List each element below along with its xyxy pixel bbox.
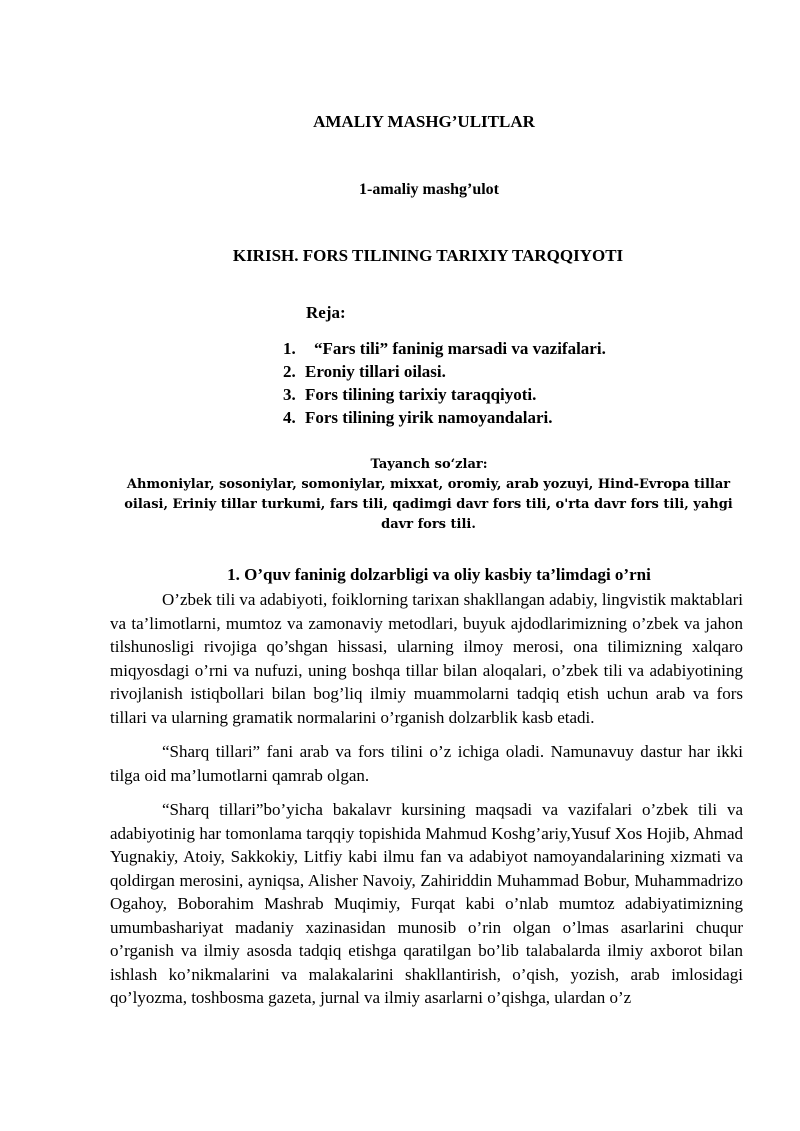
section-body — [110, 588, 743, 1021]
session-title: 1-amaliy mashg’ulot — [359, 181, 499, 198]
keywords-label: Tayanch so‘zlar: — [370, 457, 488, 472]
topic-title: KIRISH. FORS TILINING TARIXIY TARQQIYOTI — [232, 246, 624, 265]
plan-list — [283, 337, 606, 429]
plan-item-number: 3. — [283, 385, 296, 404]
plan-item — [283, 406, 606, 429]
plan-item-text: Fors tilining tarixiy taraqqiyoti. — [305, 385, 537, 404]
plan-item-number: 4. — [283, 408, 296, 427]
plan-item — [283, 360, 606, 383]
body-paragraph: “Sharq tillari”bo’yicha bakalavr kursining maqsadi va vazifalari o’zbek tili va adabiyotinig har tomonlama tarqqiy topishida Mahmud Koshg’ariy,Yusuf Xos Hojib, Ahmad Yugnakiy, Atoiy, Sakkokiy, Litfiy kabi ilmu fan va adabiyot namoyandalarining xizmati va qoldirgan merosini, ayniqsa, Alisher Navoiy, Zahiriddin Muhammad Bobur, Muhammadrizo Ogahoy, Boborahim Mashrab Muqimiy, Furqat kabi o’nlab mumtoz adabiyatimizning umumbashariyat madaniy xazinasidan munosib o’rin olgan o’lmas asarlarini chuqur o’rganish va ilmiy asosda tadqiq etishga qaratilgan bo’lib talabalarda ilmiy axborot bilan ishlash ko’nikmalarini va malakalarini shakllantirish, o’qish, yozish, arab imlosidagi qo’lyozma, toshbosma gazeta, jurnal va ilmiy asarlarni o’qishga, ulardan o’z — [110, 800, 743, 1007]
body-paragraph: O’zbek tili va adabiyoti, foiklorning tarixan shakllangan adabiy, lingvistik maktablari va ta’limotlarni, mumtoz va zamonaviy metodlari, buyuk ajdodlarimizning o’zbek va jahon tilshunosligi rivojiga qo’shgan hissasi, ularning ilmoy merosi, ona tilimizning xalqaro miqyosdagi o’rni va nufuzi, uning boshqa tillar bilan aloqalari, o’zbek tili va adabiyotining rivojlanish istiqbollari bilan bog’liq ilmiy muammolarni tadqiq etish uchun arab va fors tillari va ularning gramatik normalarini o’rganish dolzarblik kasb etadi. — [110, 590, 743, 727]
plan-label: Reja: — [306, 303, 346, 322]
plan-item-text: Eroniy tillari oilasi. — [305, 362, 446, 381]
plan-item-number: 2. — [283, 362, 296, 381]
body-paragraph: “Sharq tillari” fani arab va fors tilini o’z ichiga oladi. Namunavuy dastur har ikki tilga oid ma’lumotlarni qamrab olgan. — [110, 742, 743, 785]
section-title: 1. O’quv faninig dolzarbligi va oliy kasbiy ta’limdagi o’rni — [227, 565, 651, 584]
page-title: AMALIY MASHG’ULITLAR — [313, 112, 535, 131]
plan-item-number: 1. — [283, 339, 296, 358]
keywords-text: Ahmoniylar, sosoniylar, somoniylar, mixxat, oromiy, arab yozuyi, Hind-Evropa tillar oilasi, Eriniy tillar turkumi, fars tili, qadimgi davr fors tili, o'rta davr fors tili, yahgi davr fors tili. — [124, 477, 733, 532]
plan-item-text: “Fars tili” faninig marsadi va vazifalari. — [314, 339, 606, 358]
plan-item-text: Fors tilining yirik namoyandalari. — [305, 408, 553, 427]
plan-item — [283, 383, 606, 406]
plan-item — [283, 337, 606, 360]
